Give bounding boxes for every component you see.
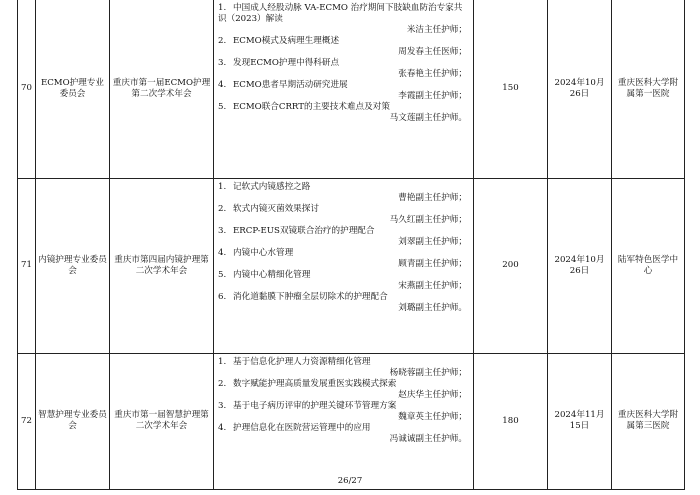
topic-speaker: 冯诚诚副主任护师。 (389, 433, 467, 444)
topic-item (218, 270, 469, 281)
topic-title: 记软式内镜感控之路 (233, 181, 311, 192)
topic-title: 基于电子病历评审的护理关键环节管理方案 (233, 400, 397, 411)
topic-item (218, 102, 469, 113)
topic-speaker: 魏章英主任护师； (398, 411, 467, 422)
topic-speaker: 赵庆华主任护师； (398, 389, 467, 400)
topic-title: 基于信息化护理人力资源精细化管理 (233, 356, 371, 367)
attendee-count: 200 (474, 178, 548, 353)
topic-number: 1. (218, 3, 227, 13)
topic-title: 数字赋能护理高质量发展重医实践模式探索 (233, 378, 397, 389)
host-institution: 重庆医科大学附属第三医院 (612, 353, 685, 489)
topic-item (218, 401, 469, 412)
topic-title: 中国成人经股动脉 VA-ECMO 治疗期间下肢缺血防治专家共识（2023）解读 (218, 3, 463, 24)
meeting-schedule-table (17, 0, 685, 490)
topics-cell (214, 353, 474, 489)
topic-item (218, 226, 469, 237)
topic-item (218, 182, 469, 193)
topics-cell (214, 0, 474, 178)
topic-number: 1. (218, 356, 227, 367)
committee-name: 智慧护理专业委员会 (36, 353, 110, 489)
topic-speaker: 马文莲副主任护师。 (389, 113, 467, 123)
topic-speaker: 刘璐副主任护师。 (398, 302, 467, 313)
topic-item (218, 292, 469, 303)
topic-number: 3. (218, 225, 227, 236)
meeting-name: 重庆市第一届ECMO护理第二次学术年会 (110, 0, 214, 178)
committee-name: ECMO护理专业委员会 (36, 0, 110, 178)
topic-title: ECMO联合CRRT的主要技术难点及对策 (233, 102, 390, 112)
topic-speaker: 顾青副主任护师； (398, 258, 467, 269)
topic-title: ECMO患者早期活动研究进展 (233, 80, 348, 90)
table-row (18, 178, 685, 353)
topic-speaker: 李霞副主任护师； (398, 91, 467, 101)
host-institution: 重庆医科大学附属第一医院 (612, 0, 685, 178)
topic-item (218, 80, 469, 91)
topic-speaker: 宋燕副主任护师； (398, 280, 467, 291)
meeting-date: 2024年10月26日 (548, 0, 612, 178)
topic-speaker: 马久红副主任护师； (389, 214, 467, 225)
topic-speaker: 刘翠副主任护师； (398, 236, 467, 247)
table-row (18, 0, 685, 178)
topic-number: 3. (218, 400, 227, 411)
row-index: 70 (18, 0, 36, 178)
topic-title: 软式内镜灭菌效果探讨 (233, 203, 319, 214)
meeting-date: 2024年11月15日 (548, 353, 612, 489)
topic-speaker: 曹艳副主任护师； (398, 192, 467, 203)
attendee-count: 150 (474, 0, 548, 178)
topic-item (218, 3, 469, 25)
topic-item (218, 423, 469, 434)
topic-title: ECMO模式及病理生理概述 (233, 36, 340, 46)
topic-item (218, 58, 469, 69)
topic-number: 4. (218, 80, 227, 90)
topic-number: 6. (218, 291, 227, 302)
topic-number: 2. (218, 36, 227, 46)
topic-number: 5. (218, 102, 227, 112)
meeting-date: 2024年10月26日 (548, 178, 612, 353)
topic-title: ERCP-EUS双镜联合治疗的护理配合 (233, 225, 375, 236)
topic-item (218, 204, 469, 215)
topic-number: 4. (218, 422, 227, 433)
attendee-count: 180 (474, 353, 548, 489)
topic-number: 4. (218, 247, 227, 258)
topic-item (218, 379, 469, 390)
table-row (18, 353, 685, 489)
topic-speaker: 周发春主任医师； (398, 47, 467, 57)
topic-number: 5. (218, 269, 227, 280)
topic-number: 2. (218, 203, 227, 214)
page-number: 26/27 (337, 476, 363, 486)
topic-speaker: 杨晓蓉副主任护师； (389, 367, 467, 378)
row-index: 72 (18, 353, 36, 489)
row-index: 71 (18, 178, 36, 353)
topic-number: 3. (218, 58, 227, 68)
meeting-name: 重庆市第四届内镜护理第二次学术年会 (110, 178, 214, 353)
topic-number: 1. (218, 181, 227, 192)
topic-item (218, 36, 469, 47)
committee-name: 内镜护理专业委员会 (36, 178, 110, 353)
topic-title: 内镜中心精细化管理 (233, 269, 311, 280)
host-institution: 陆军特色医学中心 (612, 178, 685, 353)
topic-title: 发现ECMO护理中得科研点 (233, 58, 340, 68)
topic-title: 消化道黏膜下肿瘤全层切除术的护理配合 (233, 291, 388, 302)
topic-item (218, 357, 469, 368)
topic-speaker: 张春艳主任护师； (398, 69, 467, 79)
topic-title: 护理信息化在医院营运管理中的应用 (233, 422, 371, 433)
topic-speaker: 米洁主任护师； (406, 25, 467, 35)
topic-title: 内镜中心水管理 (233, 247, 294, 258)
topic-number: 2. (218, 378, 227, 389)
topics-cell (214, 178, 474, 353)
topic-item (218, 248, 469, 259)
meeting-name: 重庆市第一届智慧护理第二次学术年会 (110, 353, 214, 489)
